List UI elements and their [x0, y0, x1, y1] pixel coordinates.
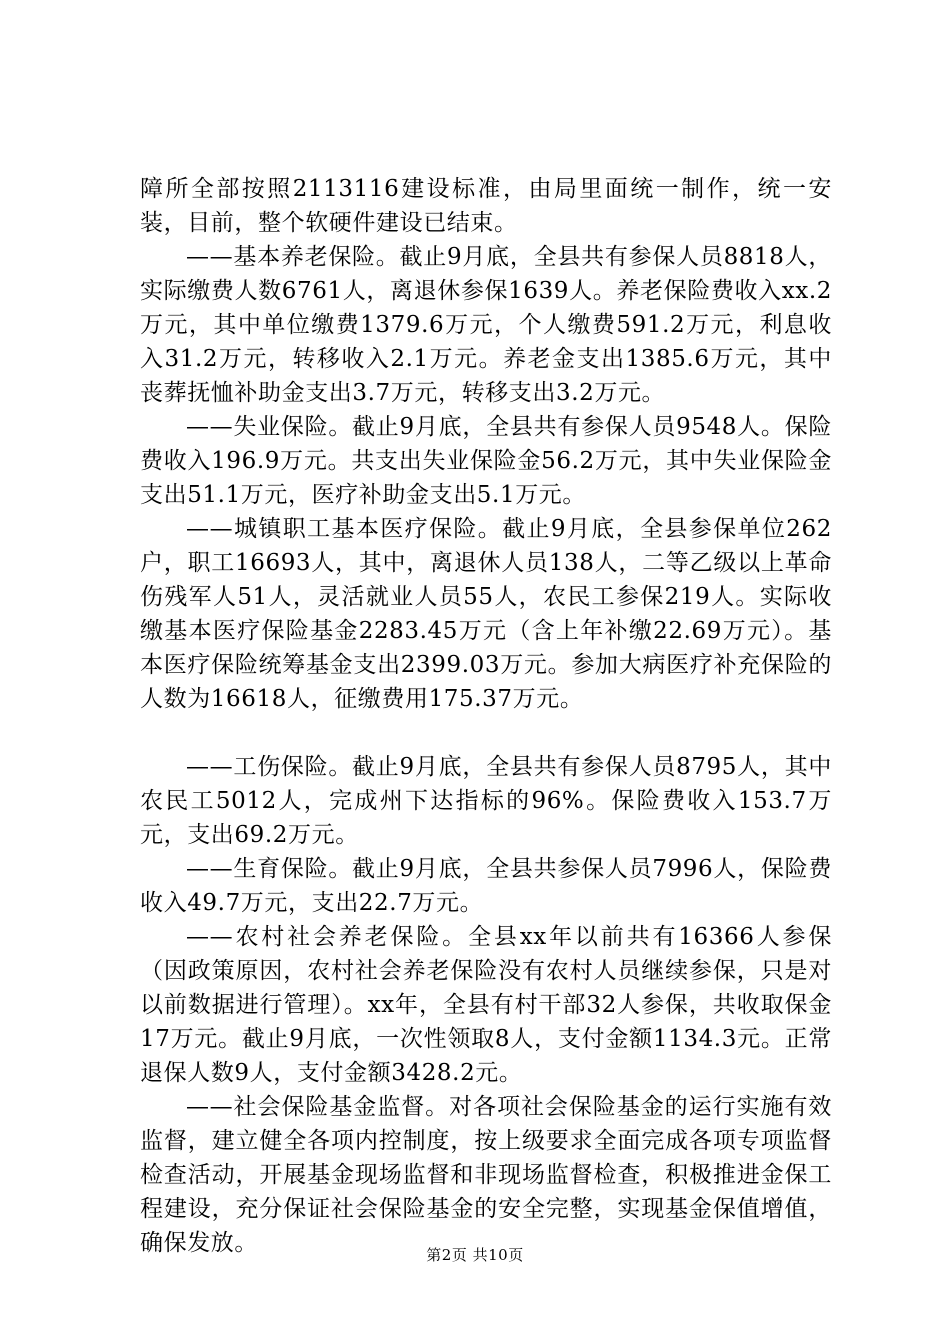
- paragraph-fund-supervision: ——社会保险基金监督。对各项社会保险基金的运行实施有效监督，建立健全各项内控制度，按上级要求全面完成各项专项监督检查活动，开展基金现场监督和非现场监督检查，积极推进金保工程建设，充分保证社会保险基金的安全完整，实现基金保值增值，确保发放。: [140, 1094, 832, 1256]
- paragraph-maternity-insurance: ——生育保险。截止9月底，全县共参保人员7996人，保险费收入49.7万元，支出22.7万元。: [140, 856, 832, 916]
- document-body: [140, 172, 832, 1260]
- paragraph-unemployment-insurance: ——失业保险。截止9月底，全县共有参保人员9548人。保险费收入196.9万元。共支出失业保险金56.2万元，其中失业保险金支出51.1万元，医疗补助金支出5.1万元。: [140, 414, 832, 508]
- paragraph-medical-insurance: ——城镇职工基本医疗保险。截止9月底，全县参保单位262户，职工16693人，其中，离退休人员138人，二等乙级以上革命伤残军人51人，灵活就业人员55人，农民工参保219人。实际收缴基本医疗保险基金2283.45万元（含上年补缴22.69万元）。基本医疗保险统筹基金支出2399.03万元。参加大病医疗补充保险的人数为16618人，征缴费用175.37万元。: [140, 516, 832, 712]
- paragraph-pension-insurance: ——基本养老保险。截止9月底，全县共有参保人员8818人，实际缴费人数6761人，离退休参保1639人。养老保险费收入xx.2万元，其中单位缴费1379.6万元，个人缴费591.2万元，利息收入31.2万元，转移收入2.1万元。养老金支出1385.6万元，其中丧葬抚恤补助金支出3.7万元，转移支出3.2万元。: [140, 244, 832, 406]
- paragraph-rural-pension-insurance: ——农村社会养老保险。全县xx年以前共有16366人参保（因政策原因，农村社会养老保险没有农村人员继续参保，只是对以前数据进行管理）。xx年，全县有村干部32人参保，共收取保金17万元。截止9月底，一次性领取8人，支付金额1134.3元。正常退保人数9人，支付金额3428.2元。: [140, 924, 832, 1086]
- page-number-footer: 第2页 共10页: [426, 1246, 524, 1264]
- paragraph-continuation: 障所全部按照2113116建设标准，由局里面统一制作，统一安装，目前，整个软硬件建设已结束。: [140, 176, 832, 236]
- paragraph-work-injury-insurance: ——工伤保险。截止9月底，全县共有参保人员8795人，其中农民工5012人，完成州下达指标的96%。保险费收入153.7万元，支出69.2万元。: [140, 754, 832, 848]
